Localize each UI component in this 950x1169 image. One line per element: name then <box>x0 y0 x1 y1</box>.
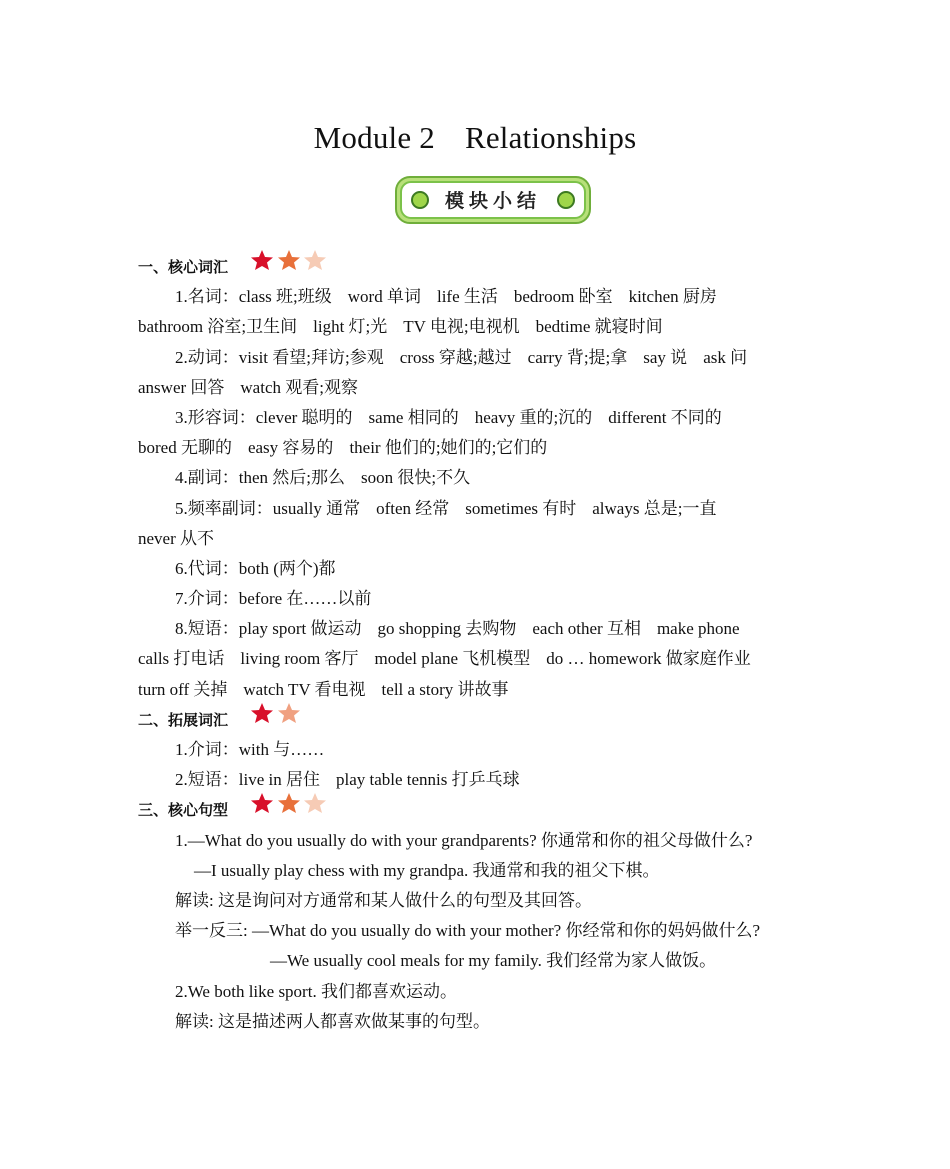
star-icon <box>303 249 327 271</box>
title-topic: Relationships <box>464 120 637 155</box>
vocab-line: 1.名词：class 班;班级 word 单词 life 生活 bedroom 卧室 kitchen 厨房 <box>175 287 717 307</box>
section-heading-core-sentences: 三、核心句型 <box>138 795 828 825</box>
vocab-line: bored 无聊的 easy 容易的 their 他们的;她们的;它们的 <box>138 438 548 458</box>
vocab-line: turn off 关掉 watch TV 看电视 tell a story 讲故事 <box>138 679 509 699</box>
sentence-line: 1.—What do you usually do with your grandparents? 你通常和你的祖父母做什么? <box>175 830 753 850</box>
vocab-line: bathroom 浴室;卫生间 light 灯;光 TV 电视;电视机 bedtime 就寝时间 <box>138 317 663 337</box>
rating-3-stars <box>250 249 325 281</box>
vocab-line: 2.短语：live in 居住 play table tennis 打乒乓球 <box>175 770 520 790</box>
vocab-line: calls 打电话 living room 客厅 model plane 飞机模型 do … homework 做家庭作业 <box>138 649 751 669</box>
vocab-line: 2.动词：visit 看望;拜访;参观 cross 穿越;越过 carry 背;提;拿 say 说 ask 问 <box>175 347 748 367</box>
module-summary-badge <box>394 175 592 225</box>
vocab-line: 1.介词：with 与…… <box>175 740 325 759</box>
rating-3-stars <box>250 792 325 824</box>
star-icon <box>250 792 274 814</box>
star-icon <box>303 792 327 814</box>
star-icon <box>277 792 301 814</box>
sentence-line: 解读: 这是询问对方通常和某人做什么的句型及其回答。 <box>175 890 592 910</box>
title-module: Module 2 <box>313 120 435 155</box>
badge-right-dot-icon <box>558 192 574 208</box>
section-heading-extended-vocab: 二、拓展词汇 <box>138 705 828 735</box>
sentence-line: —I usually play chess with my grandpa. 我通常和我的祖父下棋。 <box>194 860 660 880</box>
sentence-line: —We usually cool meals for my family. 我们经常为家人做饭。 <box>270 951 717 971</box>
star-icon <box>250 249 274 271</box>
rating-2-stars <box>250 702 298 734</box>
star-icon <box>250 702 274 724</box>
badge-left-dot-icon <box>412 192 428 208</box>
vocab-line: 8.短语：play sport 做运动 go shopping 去购物 each other 互相 make phone <box>175 619 740 639</box>
section-heading-core-vocab: 一、核心词汇 <box>138 252 828 282</box>
star-icon <box>277 249 301 271</box>
vocab-line: 6.代词：both (两个)都 <box>175 558 336 578</box>
vocab-line: 7.介词：before 在……以前 <box>175 589 372 609</box>
vocab-line: 3.形容词：clever 聪明的 same 相同的 heavy 重的;沉的 different 不同的 <box>175 407 722 427</box>
star-icon <box>277 702 301 724</box>
page-title <box>0 120 950 156</box>
vocab-line: never 从不 <box>138 528 215 548</box>
vocab-line: answer 回答 watch 观看;观察 <box>138 377 358 397</box>
sentence-line: 举一反三: —What do you usually do with your mother? 你经常和你的妈妈做什么? <box>175 921 761 941</box>
sentence-line: 解读: 这是描述两人都喜欢做某事的句型。 <box>175 1011 490 1031</box>
badge-text: 模块小结 <box>444 190 542 212</box>
vocab-line: 5.频率副词：usually 通常 often 经常 sometimes 有时 always 总是;一直 <box>175 498 717 518</box>
sentence-line: 2.We both like sport. 我们都喜欢运动。 <box>175 981 457 1001</box>
vocab-line: 4.副词：then 然后;那么 soon 很快;不久 <box>175 468 471 488</box>
content <box>138 252 828 1037</box>
